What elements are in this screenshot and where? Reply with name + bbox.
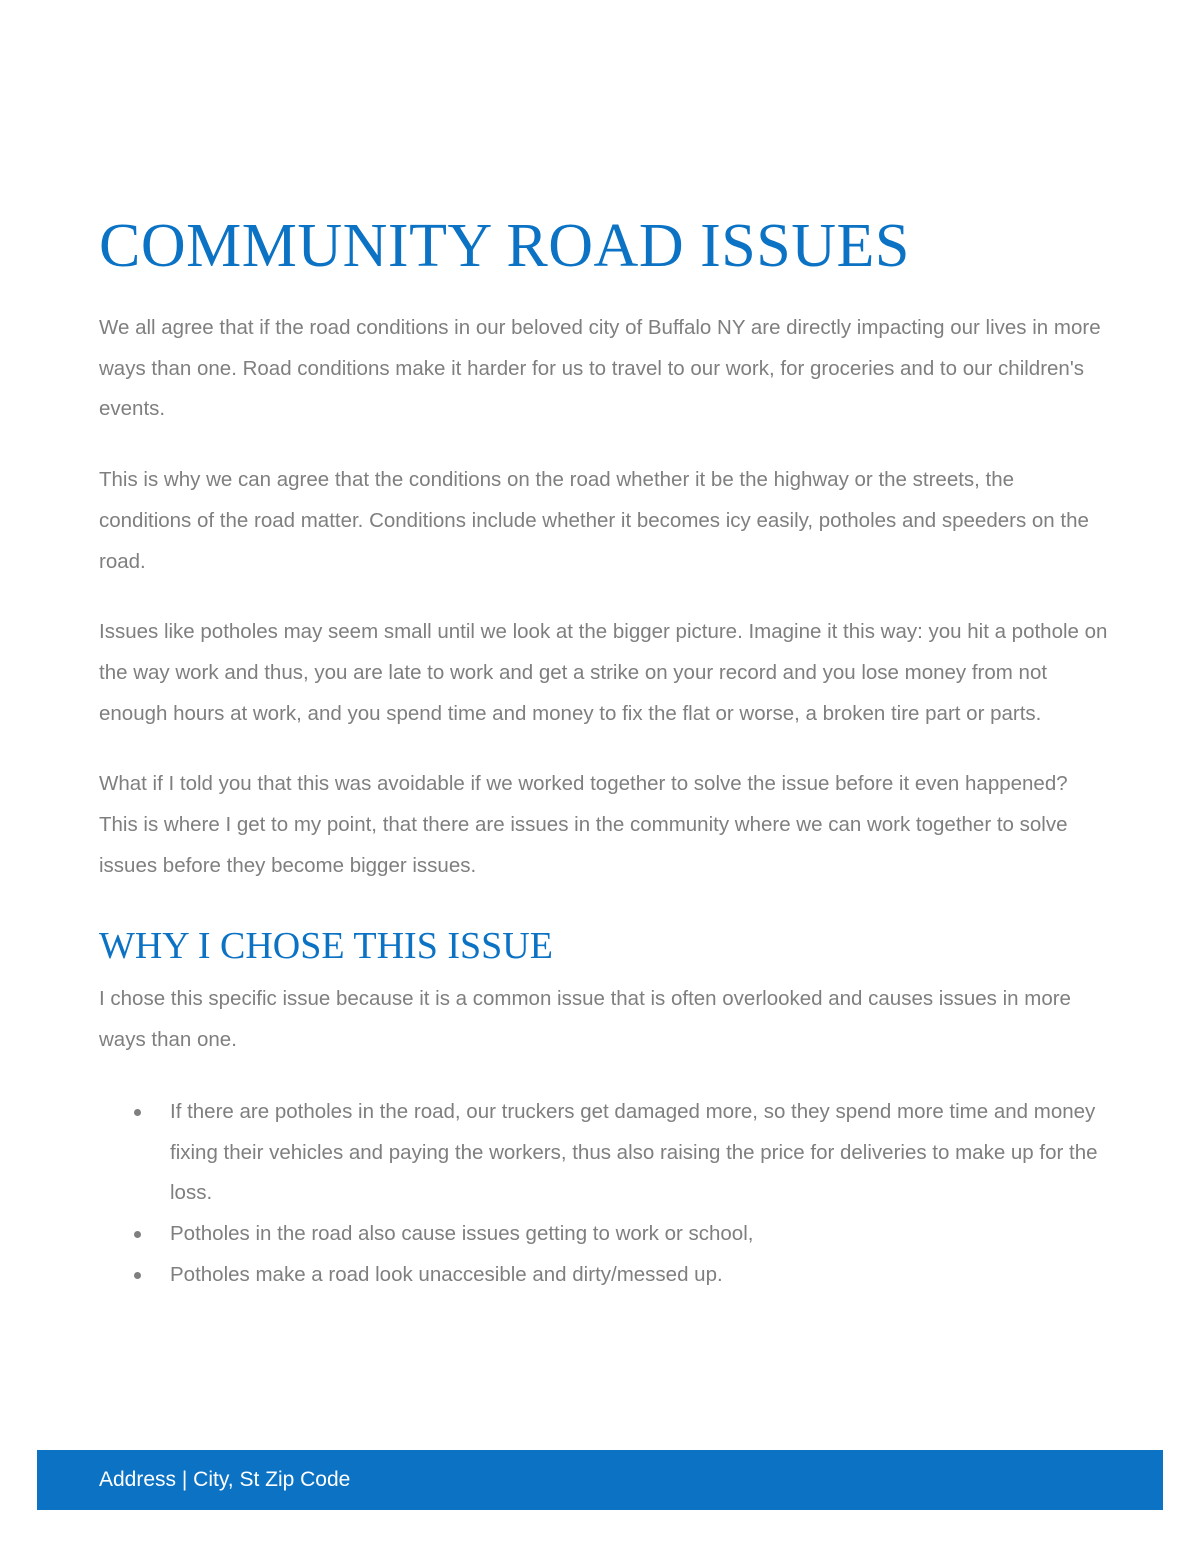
bullet-list-item-text: Potholes in the road also cause issues getting to work or school, [170, 1221, 754, 1245]
bullet-list-item-text: Potholes make a road look unaccesible and dirty/messed up. [170, 1262, 723, 1286]
bullet-list [99, 1092, 1109, 1296]
body-paragraph: What if I told you that this was avoidable if we worked together to solve the issue before it even happened? This is where I get to my point, that there are issues in the community where we can work together to solve issues before they become bigger issues. [99, 772, 1068, 877]
body-paragraph: This is why we can agree that the conditions on the road whether it be the highway or the streets, the conditions of the road matter. Conditions include whether it becomes icy easily, potholes and speeders on the road. [99, 468, 1089, 573]
bullet-dot-icon [134, 1109, 141, 1116]
bullet-list-item-text: If there are potholes in the road, our truckers get damaged more, so they spend more time and money fixing their vehicles and paying the workers, thus also raising the price for deliveries to make up for the loss. [170, 1099, 1098, 1205]
body-paragraph: Issues like potholes may seem small until we look at the bigger picture. Imagine it this way: you hit a pothole on the way work and thus, you are late to work and get a strike on your record and you lose money from not enough hours at work, and you spend time and money to fix the flat or worse, a broken tire part or parts. [99, 620, 1108, 725]
bullet-list-item [99, 1255, 1109, 1296]
footer-bar [37, 1450, 1163, 1510]
section-intro-paragraph: I chose this specific issue because it is a common issue that is often overlooked and causes issues in more ways than one. [99, 987, 1071, 1052]
bullet-dot-icon [134, 1231, 141, 1238]
footer-address: Address | City, St Zip Code [99, 1468, 351, 1491]
bullet-dot-icon [134, 1272, 141, 1279]
document-title: COMMUNITY ROAD ISSUES [99, 212, 910, 280]
document-content [99, 210, 1109, 1295]
section-heading: WHY I CHOSE THIS ISSUE [99, 925, 553, 968]
body-paragraph: We all agree that if the road conditions in our beloved city of Buffalo NY are directly impacting our lives in more ways than one. Road conditions make it harder for us to travel to our work, for groceries and to our children's events. [99, 316, 1101, 421]
bullet-list-item [99, 1214, 1109, 1255]
bullet-list-item [99, 1092, 1109, 1214]
